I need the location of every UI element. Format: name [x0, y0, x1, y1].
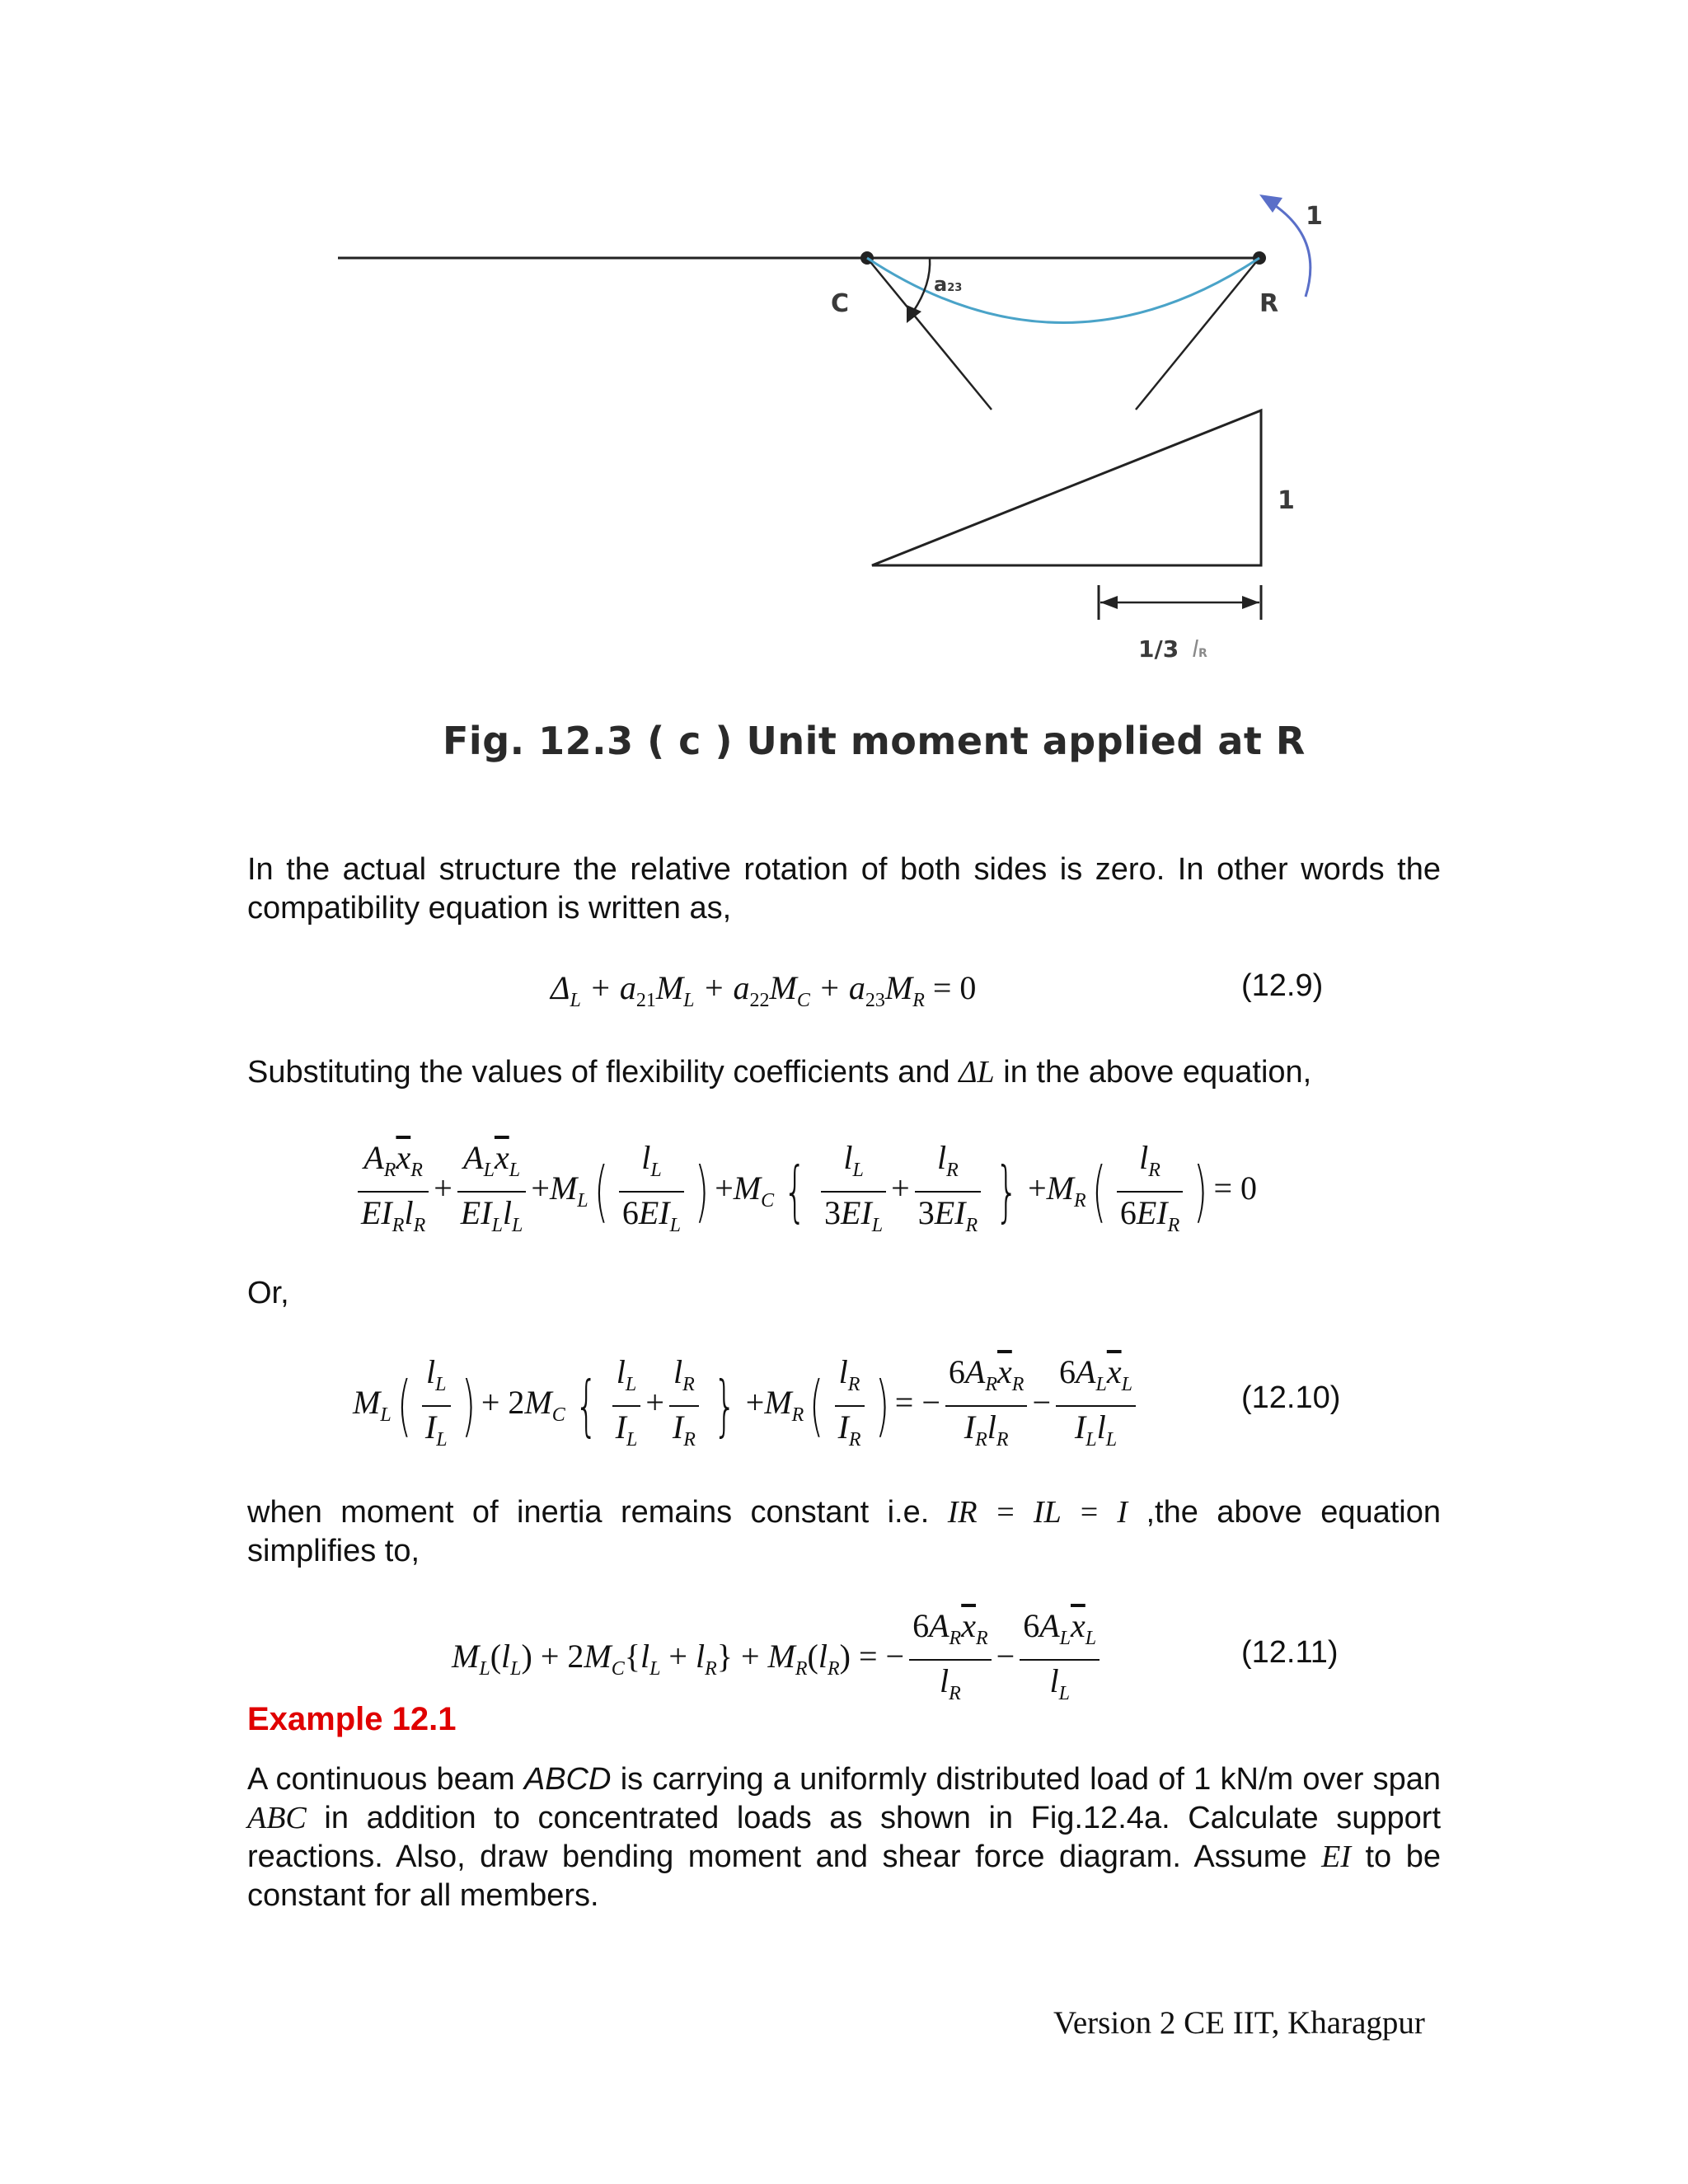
example-title: Example 12.1: [247, 1701, 457, 1737]
tangent-c: [867, 258, 992, 410]
label-diagram-height: 1: [1278, 486, 1295, 515]
moment-diagram-triangle: [872, 410, 1261, 565]
inertia-equality: IR = IL = I: [947, 1495, 1128, 1530]
equation-12-10: $M_L$( $\frac{l_L}{I_L}$ ) + $2M_C$ { $\frac{l_L}{I_L}$ + $\frac{l_R}{I_R}$ } $+M_R$( $\frac{l_R}{I_R}$ ) = − $\frac{6A_R\overline{x}_R}{I_Rl_R}$ − $\frac{6A_L\overline{x}_L}{I_Ll_L}$: [353, 1352, 1141, 1460]
span-name: ABC: [247, 1801, 307, 1835]
equation-12-9: $\Delta_L + a_{21}M_L + a_{22}M_C + a_{23}M_R = 0$: [551, 969, 977, 1011]
dim-arrow-left: [1100, 596, 1118, 609]
delta-l-symbol: ΔL: [959, 1055, 995, 1090]
figure-caption: Fig. 12.3 ( c ) Unit moment applied at R: [443, 719, 1306, 763]
deflected-curve: [867, 258, 1259, 323]
page-footer: Version 2 CE IIT, Kharagpur: [1053, 2005, 1425, 2041]
label-rotation-a23: a23: [934, 273, 963, 296]
equation-number-12-11: (12.11): [1241, 1635, 1339, 1670]
dim-arrow-right: [1242, 596, 1259, 609]
label-applied-moment: 1: [1306, 202, 1323, 231]
example-body: A continuous beam ABCD is carrying a uniformly distributed load of 1 kN/m over span ABC in addition to concentrated loads as shown in Fig.12.4a. Calculate support reactions. Also, draw bending moment and shear force diagram. Assume EI to be constant for all members.: [247, 1762, 1441, 1913]
label-node-c: C: [831, 289, 850, 318]
figure-12-3c: [0, 0, 1688, 709]
paragraph-compatibility: In the actual structure the relative rotation of both sides is zero. In other words the compatibility equation is written as,: [247, 852, 1441, 926]
tangent-r: [1136, 258, 1259, 410]
label-centroid-dim: 1/3 lR: [1138, 635, 1207, 663]
paragraph-constant-inertia: when moment of inertia remains constant i.e. IR = IL = I ,the above equation simplifies to,: [247, 1495, 1441, 1568]
paragraph-substituting: Substituting the values of flexibility coefficients and ΔL in the above equation,: [247, 1055, 1312, 1090]
paragraph-or: Or,: [247, 1276, 289, 1310]
beam-name: ABCD: [523, 1762, 612, 1797]
ei-symbol: EI: [1321, 1840, 1351, 1874]
label-node-r: R: [1259, 289, 1279, 318]
equation-12-11: $M_L(l_L) + 2M_C\{l_L + l_R\} + M_R(l_R)$ = − $\frac{6A_R\overline{x}_R}{l_R}$ − $\frac{6A_L\overline{x}_L}{l_L}$: [452, 1605, 1104, 1714]
equation-substitution: $\frac{A_R\overline{x}_R}{EI_Rl_R}$ + $\frac{A_L\overline{x}_L}{EI_Ll_L}$ $+M_L$( $\frac{l_L}{6EI_L}$ ) $+M_C$ { $\frac{l_L}{3EI_L}$ + $\frac{l_R}{3EI_R}$ } $+M_R$( $\frac{l_R}{6EI_R}$ ) = 0: [353, 1137, 1257, 1246]
equation-number-12-10: (12.10): [1241, 1380, 1341, 1415]
equation-number-12-9: (12.9): [1241, 968, 1324, 1003]
